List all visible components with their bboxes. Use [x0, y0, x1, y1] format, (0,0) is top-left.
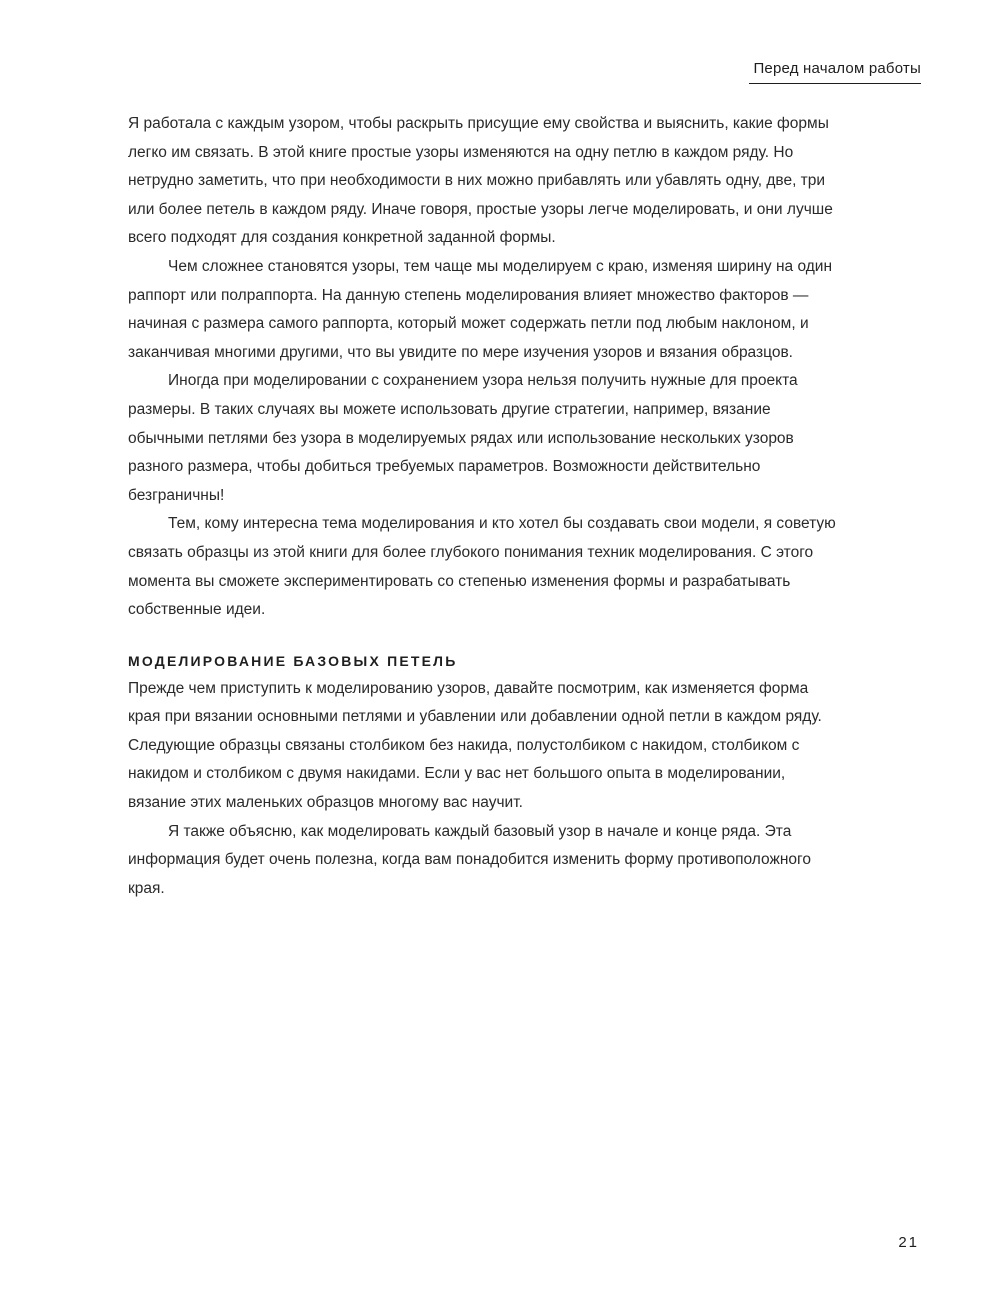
page-number: 21 — [898, 1234, 919, 1251]
body-paragraph: Чем сложнее становятся узоры, тем чаще мы моделируем с краю, изменяя ширину на один раппорт или полраппорта. На данную степень моделирования влияет множество факторов — начиная с размера самого раппорта, который может содержать петли под любым наклоном, и заканчивая многими другими, что вы увидите по мере изучения узоров и вязания образцов. — [128, 257, 833, 361]
body-paragraph: Я также объясню, как моделировать каждый базовый узор в начале и конце ряда. Эта информация будет очень полезна, когда вам понадобится изменить форму противоположного края. — [128, 822, 811, 897]
page-body — [128, 110, 844, 903]
body-paragraph: Я работала с каждым узором, чтобы раскрыть присущие ему свойства и выяснить, какие формы легко им связать. В этой книге простые узоры изменяются на одну петлю в каждом ряду. Но нетрудно заметить, что при необходимости в них можно прибавлять или убавлять одну, две, три или более петель в каждом ряду. Иначе говоря, простые узоры легче моделировать, и они лучше всего подходят для создания конкретной заданной формы. — [128, 115, 833, 247]
body-paragraph: Иногда при моделировании с сохранением узора нельзя получить нужные для проекта размеры. В таких случаях вы можете использовать другие стратегии, например, вязание обычными петлями без узора в моделируемых рядах или использование нескольких узоров разного размера, чтобы добиться требуемых параметров. Возможности действительно безграничны! — [128, 372, 798, 504]
section-heading: МОДЕЛИРОВАНИЕ БАЗОВЫХ ПЕТЕЛЬ — [128, 652, 458, 669]
body-paragraph: Тем, кому интересна тема моделирования и кто хотел бы создавать свои модели, я советую связать образцы из этой книги для более глубокого понимания техник моделирования. С этого момента вы сможете экспериментировать со степенью изменения формы и разрабатывать собственные идеи. — [128, 515, 836, 619]
body-paragraph: Прежде чем приступить к моделированию узоров, давайте посмотрим, как изменяется форма края при вязании основными петлями и убавлении или добавлении одной петли в каждом ряду. Следующие образцы связаны столбиком без накида, полустолбиком с накидом, столбиком с накидом и столбиком с двумя накидами. Если у вас нет большого опыта в моделировании, вязание этих маленьких образцов многому вас научит. — [128, 679, 822, 812]
running-header-title: Перед началом работы — [749, 60, 921, 84]
